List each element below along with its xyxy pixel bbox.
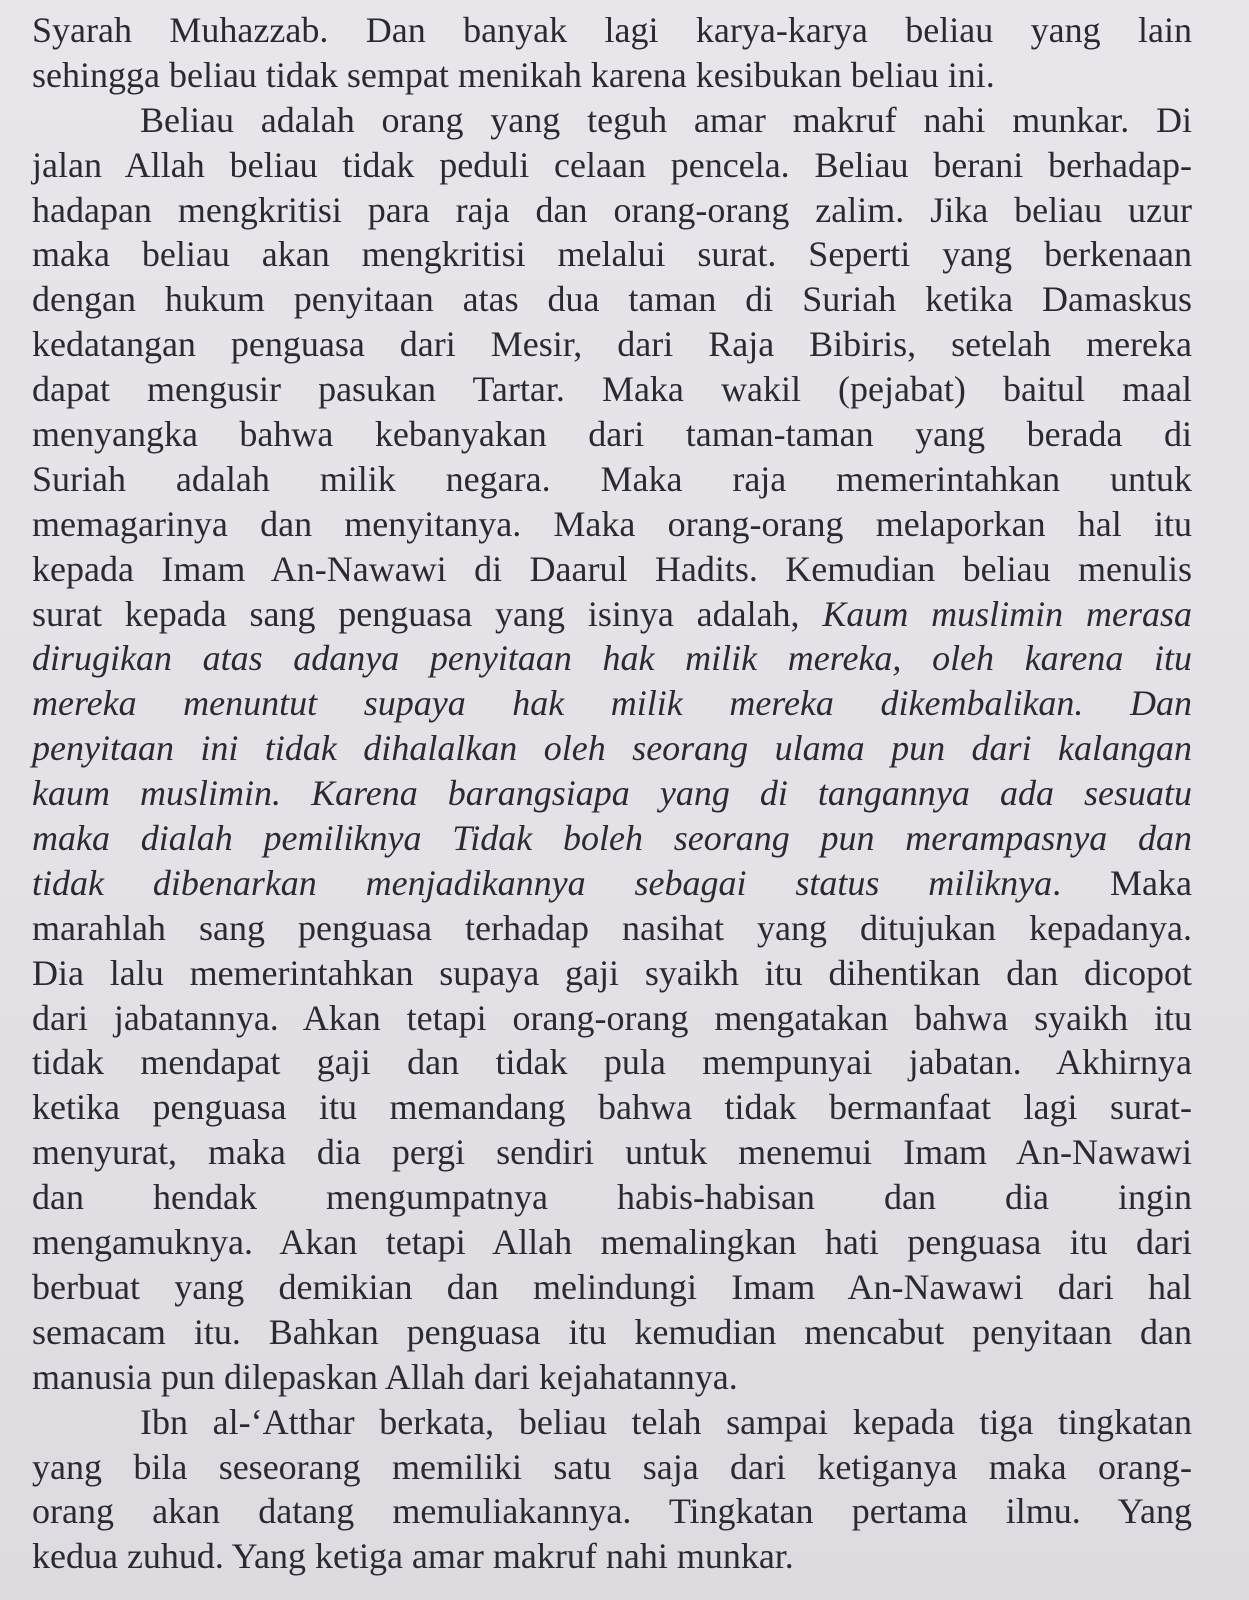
text-line	[32, 771, 1192, 816]
text-segment: Ibn al-‘Atthar berkata, beliau telah sampai kepada tiga tingkatan	[140, 1401, 1192, 1442]
text-segment: Suriah adalah milik negara. Maka raja memerintahkan untuk	[32, 458, 1192, 499]
text-segment: maka beliau akan mengkritisi melalui surat. Seperti yang berkenaan	[32, 234, 1192, 275]
text-segment: Beliau adalah orang yang teguh amar makruf nahi munkar. Di	[140, 99, 1192, 140]
text-segment: orang akan datang memuliakannya. Tingkatan pertama ilmu. Yang	[32, 1491, 1192, 1532]
body-text	[32, 8, 1192, 1579]
text-segment: Dia lalu memerintahkan supaya gaji syaikh itu dihentikan dan dicopot	[32, 952, 1192, 993]
text-segment: ketika penguasa itu memandang bahwa tidak bermanfaat lagi surat-	[32, 1087, 1192, 1128]
text-line	[32, 636, 1192, 681]
text-line	[32, 1040, 1192, 1085]
text-line	[32, 681, 1192, 726]
italic-text-segment: kaum muslimin. Karena barangsiapa yang di tangannya ada sesuatu	[32, 773, 1192, 814]
text-line	[32, 1175, 1192, 1220]
text-line	[32, 1265, 1192, 1310]
text-line	[32, 457, 1192, 502]
italic-text-segment: penyitaan ini tidak dihalalkan oleh seorang ulama pun dari kalangan	[32, 728, 1192, 769]
text-segment: mengamuknya. Akan tetapi Allah memalingkan hati penguasa itu dari	[32, 1222, 1192, 1263]
text-segment: dan hendak mengumpatnya habis-habisan dan dia ingin	[32, 1177, 1192, 1218]
text-line	[32, 53, 1192, 98]
text-segment: surat kepada sang penguasa yang isinya adalah,	[32, 593, 823, 634]
text-segment: Syarah Muhazzab. Dan banyak lagi karya-karya beliau yang lain	[32, 10, 1192, 50]
text-line	[32, 1220, 1192, 1265]
text-line	[32, 1355, 1192, 1400]
text-segment: dengan hukum penyitaan atas dua taman di Suriah ketika Damaskus	[32, 279, 1192, 320]
text-line	[32, 1130, 1192, 1175]
text-line	[32, 816, 1192, 861]
text-line	[32, 502, 1192, 547]
text-line	[32, 412, 1192, 457]
text-segment: dari jabatannya. Akan tetapi orang-orang mengatakan bahwa syaikh itu	[32, 997, 1192, 1038]
text-segment: yang bila seseorang memiliki satu saja dari ketiganya maka orang-	[32, 1446, 1192, 1487]
text-line	[32, 367, 1192, 412]
text-line	[32, 906, 1192, 951]
text-line	[32, 996, 1192, 1041]
text-line	[32, 143, 1192, 188]
text-segment: menyurat, maka dia pergi sendiri untuk menemui Imam An-Nawawi	[32, 1132, 1192, 1173]
text-line	[32, 277, 1192, 322]
text-line	[32, 1310, 1192, 1355]
italic-text-segment: mereka menuntut supaya hak milik mereka dikembalikan. Dan	[32, 683, 1192, 724]
text-segment: marahlah sang penguasa terhadap nasihat yang ditujukan kepadanya.	[32, 907, 1192, 948]
text-line	[32, 951, 1192, 996]
text-segment: sehingga beliau tidak sempat menikah karena kesibukan beliau ini.	[32, 54, 995, 95]
text-segment: hadapan mengkritisi para raja dan orang-orang zalim. Jika beliau uzur	[32, 189, 1192, 230]
text-line	[32, 1085, 1192, 1130]
text-line	[32, 861, 1192, 906]
text-line	[32, 322, 1192, 367]
text-segment: tidak mendapat gaji dan tidak pula mempunyai jabatan. Akhirnya	[32, 1042, 1192, 1083]
text-line	[32, 726, 1192, 771]
text-segment: kedatangan penguasa dari Mesir, dari Raja Bibiris, setelah mereka	[32, 324, 1192, 365]
text-line	[32, 1445, 1192, 1490]
text-segment: kepada Imam An-Nawawi di Daarul Hadits. Kemudian beliau menulis	[32, 548, 1192, 589]
text-segment: . Maka	[1052, 862, 1192, 903]
text-line	[32, 98, 1192, 143]
text-line	[32, 592, 1192, 637]
italic-text-segment: maka dialah pemiliknya Tidak boleh seorang pun merampasnya dan	[32, 818, 1192, 859]
italic-text-segment: tidak dibenarkan menjadikannya sebagai status miliknya	[32, 862, 1053, 903]
text-segment: kedua zuhud. Yang ketiga amar makruf nahi munkar.	[32, 1536, 794, 1577]
text-line	[32, 547, 1192, 592]
text-segment: menyangka bahwa kebanyakan dari taman-taman yang berada di	[32, 414, 1192, 455]
text-segment: dapat mengusir pasukan Tartar. Maka wakil (pejabat) baitul maal	[32, 369, 1192, 410]
text-line	[32, 232, 1192, 277]
text-line	[32, 1534, 1192, 1579]
text-line	[32, 8, 1192, 53]
italic-text-segment: dirugikan atas adanya penyitaan hak milik mereka, oleh karena itu	[32, 638, 1192, 679]
text-segment: berbuat yang demikian dan melindungi Imam An-Nawawi dari hal	[32, 1266, 1192, 1307]
text-segment: jalan Allah beliau tidak peduli celaan pencela. Beliau berani berhadap-	[32, 144, 1192, 185]
text-segment: semacam itu. Bahkan penguasa itu kemudian mencabut penyitaan dan	[32, 1311, 1192, 1352]
text-line	[32, 1489, 1192, 1534]
text-segment: manusia pun dilepaskan Allah dari kejahatannya.	[32, 1356, 738, 1397]
text-line	[32, 188, 1192, 233]
italic-text-segment: Kaum muslimin merasa	[822, 593, 1192, 634]
text-line	[32, 1400, 1192, 1445]
text-segment: memagarinya dan menyitanya. Maka orang-orang melaporkan hal itu	[32, 503, 1192, 544]
